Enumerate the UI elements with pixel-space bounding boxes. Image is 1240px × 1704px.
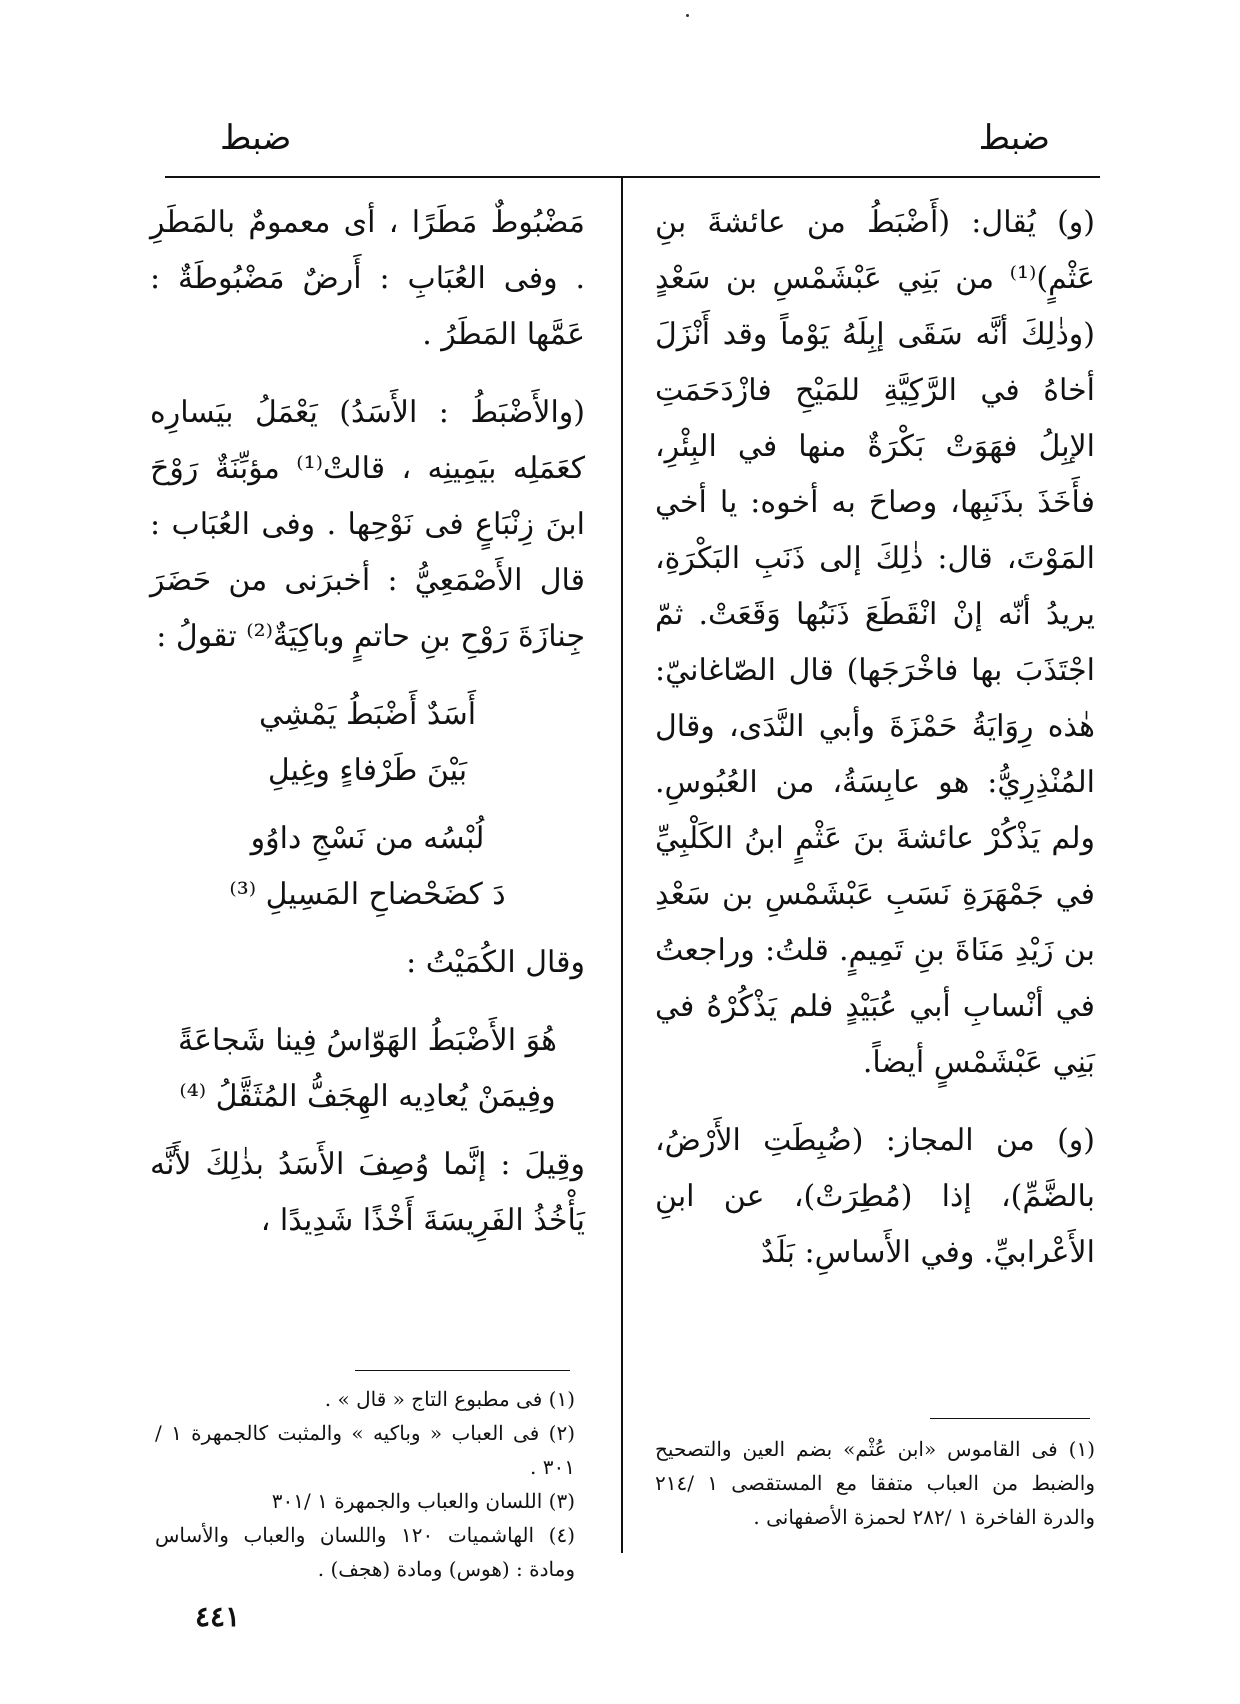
kumait-verse	[150, 1013, 585, 1125]
closing-paragraph: وقِيلَ : إنَّما وُصِفَ الأَسَدُ بذٰلِكَ لأَنَّه يَأْخُذُ الفَرِيسَةَ أَخْذًا شَدِيدًا ،	[150, 1147, 585, 1238]
header-rule	[165, 176, 1100, 178]
verse-2-first-hemistich: لُبْسُه من نَسْجِ داوُو	[250, 821, 485, 856]
scan-speck	[686, 14, 689, 17]
kumait-intro: وقال الكُمَيْتُ :	[406, 945, 585, 980]
footnotes-right	[655, 1432, 1095, 1534]
left-column	[150, 195, 585, 1271]
footnote-right-1: (١) فى القاموس «ابن عُثْم» بضم العين والتصحيح والضبط من العباب متفقا مع المستقصى ١ /٢١٤ والدرة الفاخرة ١ /٢٨٢ لحمزة الأصفهانى .	[655, 1437, 1095, 1529]
column-divider	[621, 178, 623, 1553]
right-column	[655, 195, 1095, 1303]
verse-1	[150, 687, 585, 799]
page-number: ٤٤١	[195, 1600, 241, 1633]
footnote-left-4: (٤) الهاشميات ١٢٠ واللسان والعباب والأساس ومادة : (هوس) ومادة (هجف) .	[155, 1523, 575, 1581]
paragraph-al-adbat-lion: (والأَضْبَطُ : الأَسَدُ) يَعْمَلُ بيَسارِه كعَمَلِه بيَمِينِه ، قالتْ⁽¹⁾ مؤبِّنَةٌ رَوْحَ ابنَ زِنْبَاعٍ فى نَوْحِها . وفى العُبَاب : قال الأَصْمَعِيُّ : أخبرَنى من حَضَرَ جِنازَةَ رَوْحِ بنِ حاتمٍ وباكِيَةٌ⁽²⁾ تقولُ :	[150, 395, 585, 654]
paragraph-madbut-matar: مَضْبُوطٌ مَطَرًا ، أى معمومٌ بالمَطَرِ . وفى العُبَابِ : أَرضٌ مَضْبُوطَةٌ : عَمَّها المَطَرُ .	[150, 205, 585, 352]
verse-1-first-hemistich: أَسَدٌ أَضْبَطُ يَمْشِي	[258, 697, 477, 732]
footnote-left-3: (٣) اللسان والعباب والجمهرة ١ /٣٠١	[271, 1489, 575, 1513]
footnote-rule-left	[355, 1370, 570, 1371]
footnote-left-1: (١) فى مطبوع التاج « قال » .	[324, 1387, 575, 1411]
verse-1-second-hemistich: بَيْنَ طَرْفاءٍ وغِيلِ	[267, 753, 468, 788]
header-entry-word-left: ضبط	[220, 118, 292, 158]
kumait-second-hemistich: وفِيمَنْ يُعادِيه الهِجَفُّ المُثَقَّلُ ⁽⁴⁾	[179, 1079, 556, 1114]
verse-2-second-hemistich: دَ كضَحْضاحِ المَسِيلِ ⁽³⁾	[229, 877, 506, 912]
footnote-left-2: (٢) فى العباب « وباكيه » والمثبت كالجمهرة ١ /٣٠١ .	[155, 1421, 575, 1479]
header-entry-word-right: ضبط	[978, 118, 1050, 158]
paragraph-aisha-ibn-athm: (و) يُقال: (أَضْبَطُ من عائشةَ بنِ عَثْمٍ)⁽¹⁾ من بَنِي عَبْشَمْسِ بن سَعْدٍ (وذٰلِكَ أنَّه سَقَى إبِلَهُ يَوْماً وقد أَنْزَلَ أخاهُ في الرَّكِيَّةِ للمَيْحِ فازْدَحَمَتِ الإبِلُ فهَوَتْ بَكْرَةٌ منها في البِئْرِ، فأَخَذَ بذَنَبِها، وصاحَ به أخوه: يا أخي المَوْتَ، قال: ذٰلِكَ إلى ذَنَبِ البَكْرَةِ، يريدُ أنّه إنْ انْقَطَعَ ذَنَبُها وَقَعَتْ. ثمّ اجْتَذَبَ بها فاخْرَجَها) قال الصّاغانيّ: هٰذه رِوَايَةُ حَمْزَةَ وأبي النَّدَى، وقال المُنْذِرِيُّ: هو عابِسَةُ، من العُبُوسِ. ولم يَذْكُرْ عائشةَ بنَ عَثْمٍ ابنُ الكَلْبِيِّ في جَمْهَرَةِ نَسَبِ عَبْشَمْسِ بن سَعْدِ بن زَيْدِ مَنَاةَ بنِ تَمِيمٍ. قلتُ: وراجعتُ في أنْسابِ أبي عُبَيْدٍ فلم يَذْكُرْهُ في بَنِي عَبْشَمْسٍ أيضاً.	[655, 205, 1095, 1080]
footnote-rule-right	[930, 1418, 1090, 1419]
paragraph-dubitat-al-ard: (و) من المجاز: (ضُبِطَتِ الأَرْضُ، بالضَّمِّ)، إذا (مُطِرَتْ)، عن ابنِ الأَعْرابيِّ. وفي الأَساسِ: بَلَدٌ	[655, 1123, 1095, 1270]
kumait-first-hemistich: هُوَ الأَضْبَطُ الهَوّاسُ فِينا شَجاعَةً	[178, 1023, 557, 1058]
footnotes-left	[155, 1382, 575, 1586]
verse-2	[150, 811, 585, 923]
